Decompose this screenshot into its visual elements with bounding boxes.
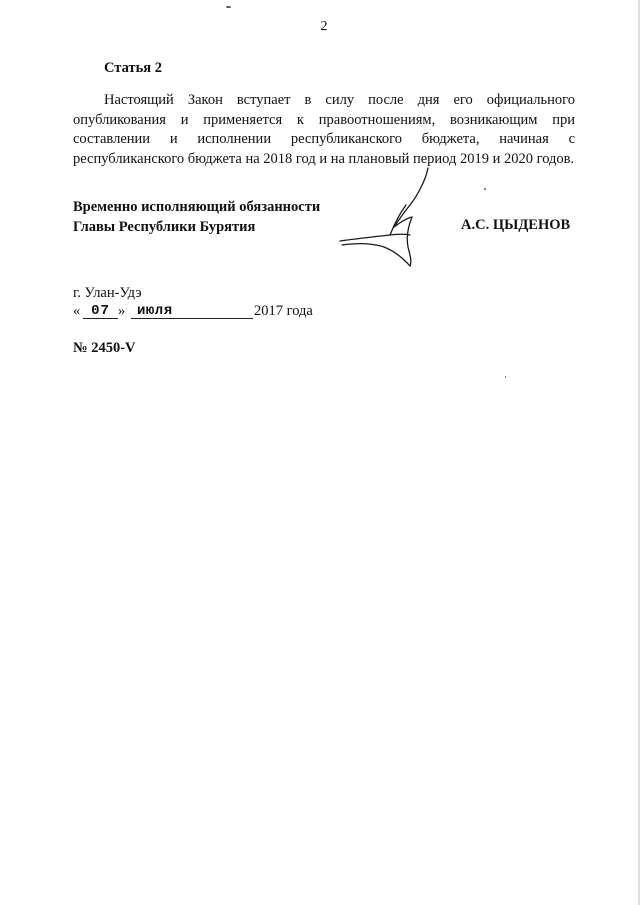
law-number: № 2450-V bbox=[73, 340, 136, 356]
page-number: 2 bbox=[320, 19, 328, 34]
scan-speck bbox=[484, 188, 486, 190]
article-text: Настоящий Закон вступает в силу после дня его официального опубликования и применяется к правоотношениям, возникающим при составлении и исполнении республиканского бюджета, начиная с республиканского бюджета на 2018 год и на плановый период 2019 и 2020 годов. bbox=[73, 92, 575, 167]
date-quote-close: » bbox=[118, 303, 126, 319]
date-quote-open: « bbox=[73, 303, 81, 319]
date-day: 07 bbox=[91, 303, 110, 319]
date-year: 2017 года bbox=[254, 303, 313, 319]
signer-title-line-2: Главы Республики Бурятия bbox=[73, 219, 256, 235]
signer-title-line-1: Временно исполняющий обязанности bbox=[73, 199, 321, 215]
article-heading: Статья 2 bbox=[104, 60, 162, 76]
city: г. Улан-Удэ bbox=[73, 285, 142, 301]
scan-speck bbox=[226, 6, 231, 8]
signer-name: А.С. ЦЫДЕНОВ bbox=[461, 217, 571, 233]
signer-title bbox=[73, 197, 320, 237]
scan-speck bbox=[505, 376, 506, 378]
handwritten-signature bbox=[330, 165, 440, 270]
date-month: июля bbox=[137, 303, 173, 319]
signing-date bbox=[73, 303, 333, 323]
